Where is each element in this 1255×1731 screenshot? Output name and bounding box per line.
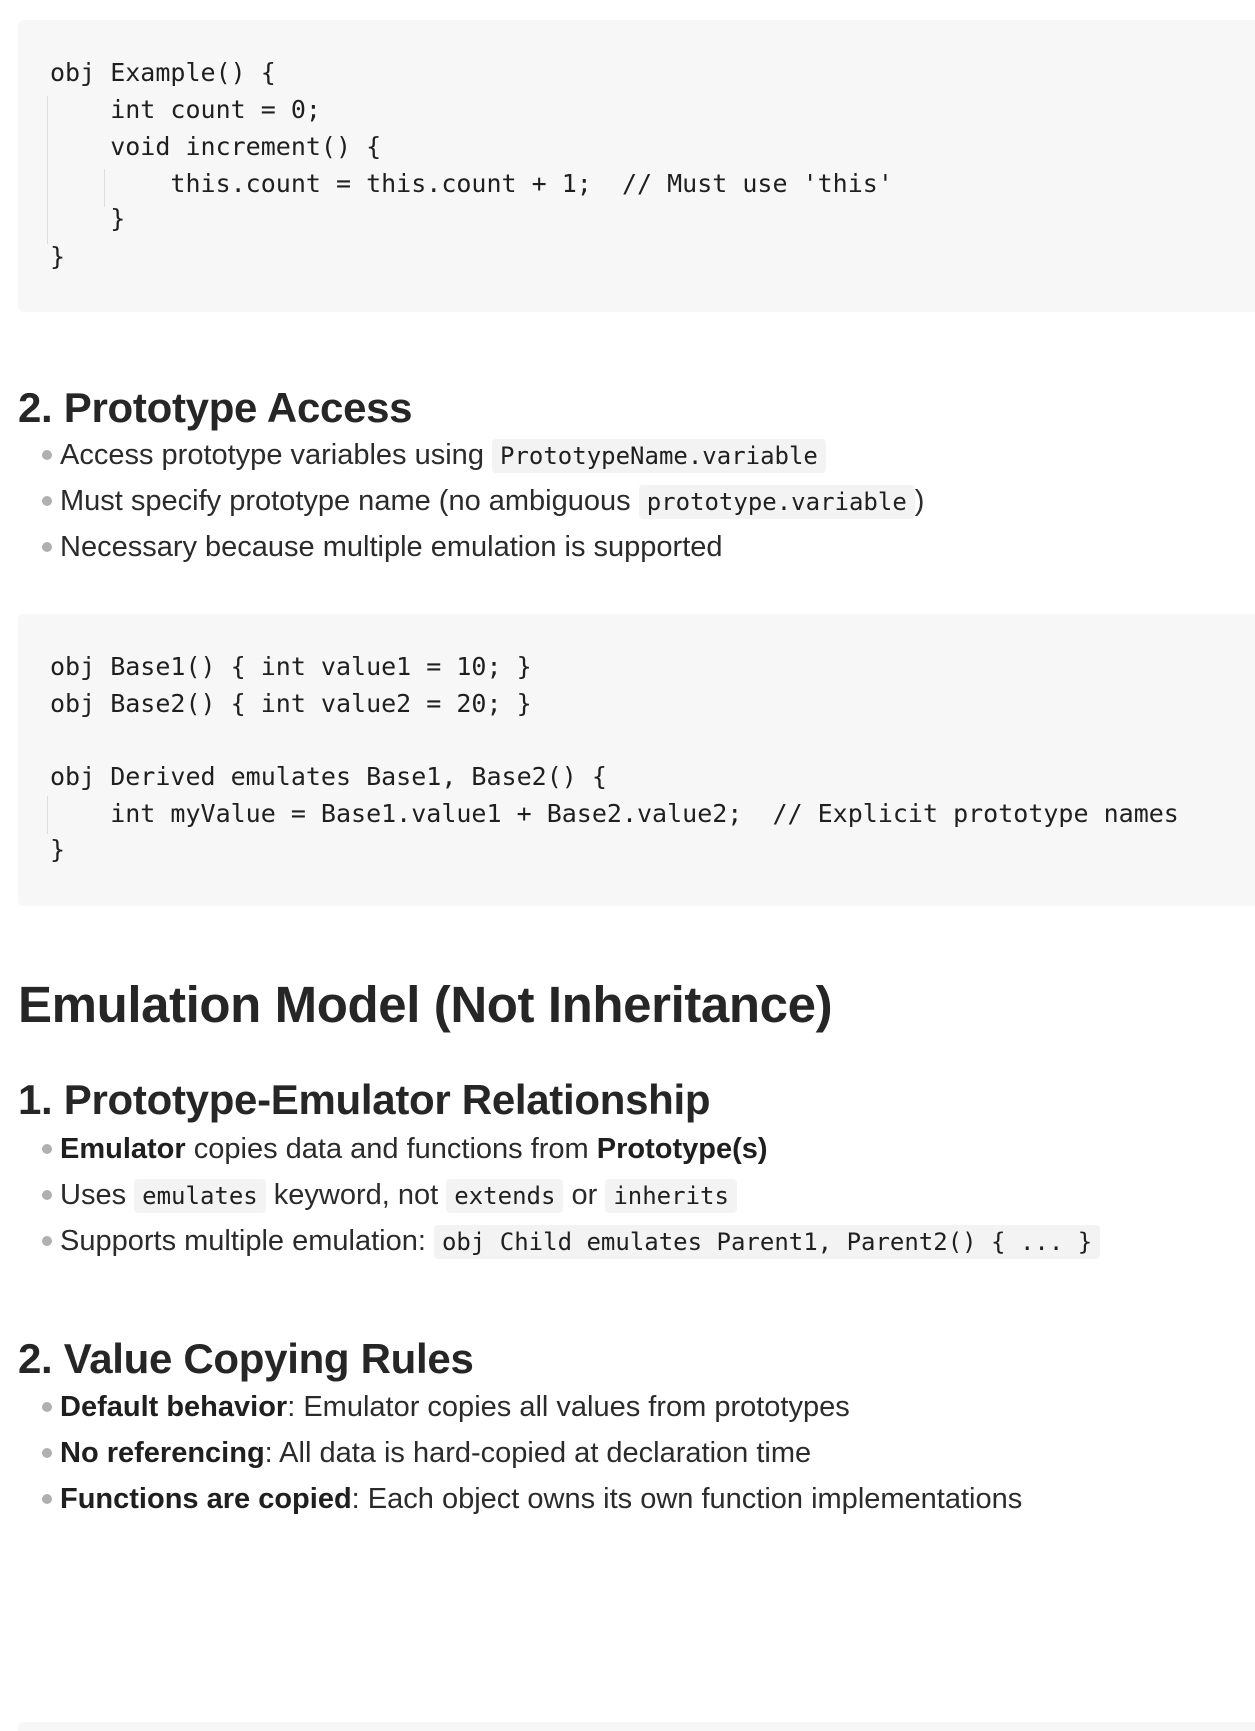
bullet-text: or [563, 1179, 606, 1211]
bullet-text: : Emulator copies all values from prototypes [287, 1391, 850, 1423]
bullet-text: Necessary because multiple emulation is supported [60, 531, 723, 563]
code-line: } [50, 835, 66, 864]
list-item [42, 1130, 768, 1168]
section-heading: 2. Prototype Access [18, 384, 413, 431]
code-line: } [50, 242, 66, 271]
bullet-icon [42, 1236, 52, 1246]
code-line: void increment() { [50, 132, 382, 161]
bullet-text: : All data is hard-copied at declaration time [264, 1437, 812, 1469]
list-item [42, 482, 924, 521]
code-block-emulation [18, 614, 1255, 906]
code-line: this.count = this.count + 1; // Must use 'this' [50, 169, 893, 198]
list-item [42, 1388, 850, 1426]
code-block-example [18, 20, 1255, 312]
bullet-text: copies data and functions from [185, 1133, 597, 1165]
bullet-text: keyword, not [265, 1179, 447, 1211]
indent-guide [47, 796, 48, 834]
bullet-icon [42, 1190, 52, 1200]
inline-code: emulates [134, 1179, 266, 1213]
bullet-text: Access prototype variables using [60, 439, 492, 471]
page-heading: Emulation Model (Not Inheritance) [18, 976, 833, 1033]
bullet-icon [42, 496, 52, 506]
list-item [42, 528, 723, 566]
bullet-icon [42, 450, 52, 460]
bullet-text: ) [914, 485, 925, 517]
inline-code: obj Child emulates Parent1, Parent2() { ... } [434, 1225, 1100, 1259]
code-line: obj Base2() { int value2 = 20; } [50, 689, 532, 718]
bullet-icon [42, 1448, 52, 1458]
list-item [42, 1176, 737, 1215]
bold-text: Default behavior [60, 1391, 288, 1423]
list-item [42, 1480, 1022, 1518]
section-heading: 1. Prototype-Emulator Relationship [18, 1076, 711, 1123]
inline-code: extends [446, 1179, 563, 1213]
bold-text: Prototype(s) [596, 1133, 768, 1165]
code-line: obj Base1() { int value1 = 10; } [50, 652, 532, 681]
list-item [42, 436, 826, 475]
bullet-icon [42, 1402, 52, 1412]
code-line: int myValue = Base1.value1 + Base2.value2; // Explicit prototype names [50, 799, 1179, 828]
code-line: obj Example() { [50, 58, 276, 87]
inline-code: prototype.variable [639, 485, 915, 519]
code-block-next [18, 1722, 1255, 1731]
bullet-text: Must specify prototype name (no ambiguous [60, 485, 639, 517]
list-item [42, 1434, 811, 1472]
section-heading: 2. Value Copying Rules [18, 1335, 474, 1382]
code-line: int count = 0; [50, 95, 321, 124]
inline-code: inherits [605, 1179, 737, 1213]
bullet-icon [42, 1494, 52, 1504]
bullet-text: : Each object owns its own function implementations [351, 1483, 1023, 1515]
code-line: obj Derived emulates Base1, Base2() { [50, 762, 607, 791]
bold-text: No referencing [60, 1437, 265, 1469]
bullet-icon [42, 1144, 52, 1154]
bullet-text: Uses [60, 1179, 135, 1211]
indent-guide [47, 96, 48, 244]
list-item [42, 1222, 1100, 1261]
bullet-icon [42, 542, 52, 552]
inline-code: PrototypeName.variable [492, 439, 826, 473]
bullet-text: Supports multiple emulation: [60, 1225, 434, 1257]
bold-text: Emulator [60, 1133, 186, 1165]
code-line: } [50, 204, 126, 233]
bold-text: Functions are copied [60, 1483, 352, 1515]
